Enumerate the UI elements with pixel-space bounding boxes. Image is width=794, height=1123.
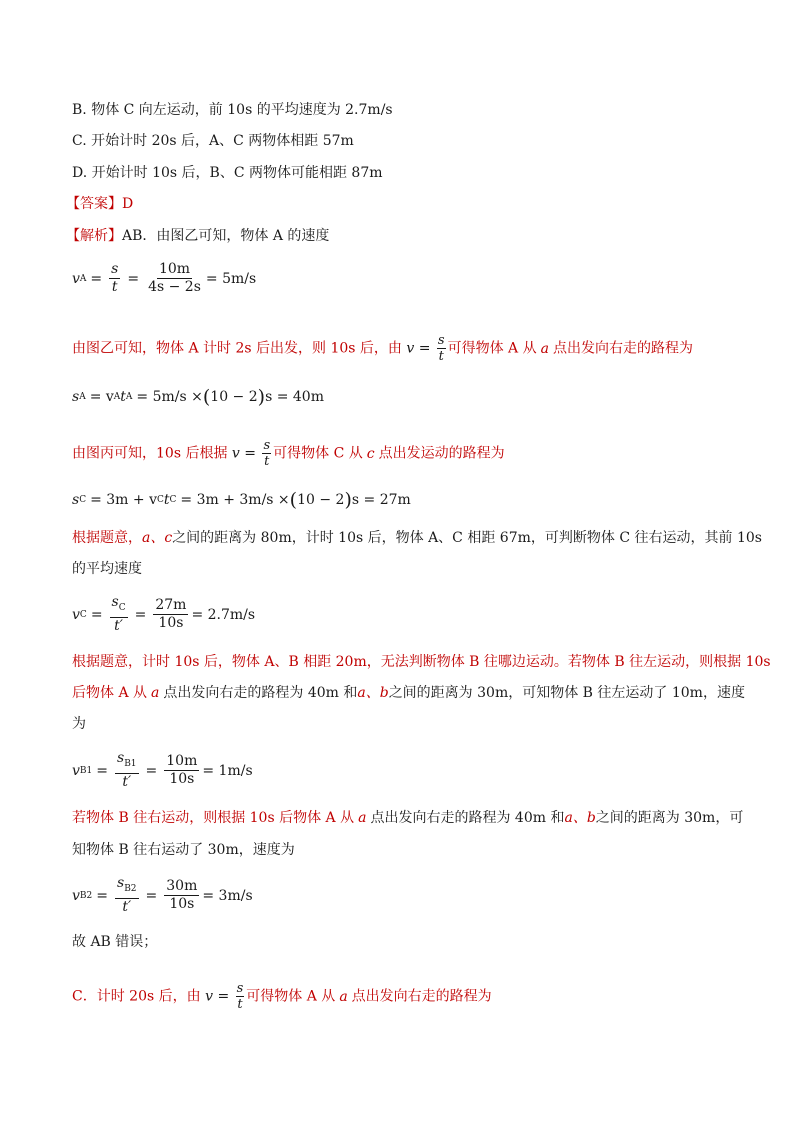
analysis-tag: 【解析】 <box>66 228 122 244</box>
eq-denominator: t <box>438 349 444 364</box>
option-d: D. 开始计时 10s 后，B、C 两物体可能相距 87m <box>72 165 383 181</box>
fraction <box>110 594 128 635</box>
equation-vb1: v B1 = $\frac{s_{B1}}{t'}$ = $\frac{10m}{10s}$ = 1m/s <box>72 750 253 790</box>
text: = v <box>89 389 114 405</box>
para-a-distance <box>72 333 693 364</box>
eq-subscript: B1 <box>79 765 93 776</box>
text: 可得物体 A 从 <box>246 988 336 1005</box>
eq-denominator: t <box>111 279 118 295</box>
text: 根据题意， <box>72 530 142 546</box>
fraction <box>115 875 139 916</box>
eq-subscript: B2 <box>124 884 137 894</box>
v-symbol: v = <box>205 988 230 1005</box>
eq-result: = 2.7m/s <box>191 606 256 623</box>
eq-numerator: s <box>263 438 271 453</box>
eq-numerator: 10m <box>166 753 198 769</box>
fraction <box>164 753 199 788</box>
answer-tag: 【答案】 <box>66 196 122 212</box>
v-symbol: v = <box>406 340 431 357</box>
eq-denominator: t′ <box>122 774 132 790</box>
eq-numerator: s <box>437 333 445 348</box>
text: 点出发向右走的路程为 40m 和 <box>163 685 358 701</box>
eq-result: = 3m/s <box>202 887 253 904</box>
text: 点出发向右走的路程为 <box>351 988 492 1005</box>
para-c-distance <box>72 438 505 469</box>
point-labels: a、c <box>142 530 173 546</box>
eq-denominator: t′ <box>114 618 123 634</box>
eq-subscript: A <box>79 273 87 284</box>
eq-numerator: 10m <box>158 261 191 277</box>
text: s = 27m <box>351 492 411 508</box>
equation-vc: v C = $\frac{s_C}{t'}$ = $\frac{27m}{10s}$ = 2.7m/s <box>72 594 256 634</box>
point-label: a <box>151 685 160 701</box>
fraction <box>146 261 203 296</box>
text: = 3m + 3m/s × <box>180 492 290 508</box>
text: 由图丙可知，10s 后根据 <box>72 445 228 462</box>
equation-sc: s C = 3m + v C t C = 3m + 3m/s × ( 10 − 2 ) s = 27m <box>72 489 411 511</box>
eq-denominator: 10s <box>158 615 184 631</box>
point-label: a <box>339 988 348 1005</box>
text: 10 − 2 <box>297 492 345 508</box>
text: 点出发运动的路程为 <box>378 445 505 462</box>
para-b-left-3: 为 <box>72 716 86 732</box>
text: C．计时 20s 后，由 <box>72 988 201 1005</box>
text: 可得物体 C 从 <box>273 445 363 462</box>
equation-vb2: v B2 = $\frac{s_{B2}}{t'}$ = $\frac{30m}{10s}$ = 3m/s <box>72 875 253 915</box>
para-c-option <box>72 981 492 1012</box>
eq-denominator: t′ <box>122 899 132 915</box>
eq-result: = 5m/s <box>205 270 257 287</box>
fraction <box>164 878 199 913</box>
text: 之间的距离为 30m，可知物体 B 往左运动了 10m，速度 <box>388 685 745 701</box>
eq-numerator: 27m <box>155 597 187 613</box>
eq-numerator: s <box>111 594 119 610</box>
para-c-direction <box>72 528 762 548</box>
fraction <box>109 261 120 296</box>
fraction <box>236 981 245 1012</box>
eq-denominator: t <box>237 997 243 1012</box>
fraction <box>437 333 446 364</box>
point-labels: a、b <box>564 810 596 826</box>
eq-numerator: s <box>117 750 125 766</box>
eq-numerator: s <box>111 261 119 277</box>
text: 后物体 A 从 <box>72 685 148 701</box>
para-b-left-1: 根据题意，计时 10s 后，物体 A、B 相距 20m，无法判断物体 B 往哪边运动。若物体 B 往左运动，则根据 10s <box>72 654 771 670</box>
text: 若物体 B 往右运动，则根据 10s 后物体 A 从 <box>72 810 355 826</box>
text: = 3m + v <box>90 492 157 508</box>
eq-result: = 1m/s <box>202 762 253 779</box>
analysis-intro: AB．由图乙可知，物体 A 的速度 <box>122 228 330 244</box>
text: s = 40m <box>265 389 324 405</box>
para-b-left-2 <box>72 683 745 703</box>
eq-numerator: 30m <box>166 878 198 894</box>
point-label: c <box>366 445 375 462</box>
eq-subscript: C <box>118 603 126 613</box>
text: = 5m/s × <box>136 389 203 405</box>
text: 可得物体 A 从 <box>447 340 537 357</box>
equation-va: v A = $\frac{s}{t}$ = $\frac{10m}{4s - 2s}$ = 5m/s <box>72 261 257 295</box>
text: 由图乙可知，物体 A 计时 2s 后出发，则 10s 后，由 <box>72 340 402 357</box>
v-symbol: v = <box>231 445 256 462</box>
para-b-right-1 <box>72 808 743 828</box>
fraction <box>115 750 139 791</box>
eq-denominator: 4s − 2s <box>148 279 201 295</box>
para-b-right-2: 知物体 B 往右运动了 30m，速度为 <box>72 842 295 858</box>
para-avg-speed: 的平均速度 <box>72 561 142 577</box>
eq-denominator: t <box>264 454 270 469</box>
text: 点出发向右走的路程为 40m 和 <box>370 810 565 826</box>
option-c: C. 开始计时 20s 后，A、C 两物体相距 57m <box>72 133 354 149</box>
text: 之间的距离为 80m，计时 10s 后，物体 A、C 相距 67m，可判断物体 C 往右运动，其前 10s <box>172 530 762 546</box>
point-label: a <box>358 810 367 826</box>
equation-sa: s A = v A t A = 5m/s × ( 10 − 2 ) s = 40m <box>72 386 324 408</box>
fraction <box>153 597 188 632</box>
text: 点出发向右走的路程为 <box>552 340 693 357</box>
text: 之间的距离为 30m，可 <box>595 810 744 826</box>
eq-numerator: s <box>236 981 244 996</box>
option-b: B. 物体 C 向左运动，前 10s 的平均速度为 2.7m/s <box>72 102 393 118</box>
eq-numerator: s <box>117 875 125 891</box>
eq-subscript: B1 <box>124 759 137 769</box>
answer-line <box>66 194 133 214</box>
conclusion-ab-wrong: 故 AB 错误； <box>72 934 158 950</box>
fraction <box>262 438 271 469</box>
analysis-line <box>66 226 329 246</box>
eq-denominator: 10s <box>169 771 195 787</box>
text: 10 − 2 <box>210 389 258 405</box>
answer-value: D <box>122 196 134 212</box>
eq-subscript: B2 <box>79 890 93 901</box>
point-labels: a、b <box>357 685 389 701</box>
point-label: a <box>540 340 549 357</box>
eq-symbol: v <box>72 270 80 287</box>
eq-denominator: 10s <box>169 896 195 912</box>
